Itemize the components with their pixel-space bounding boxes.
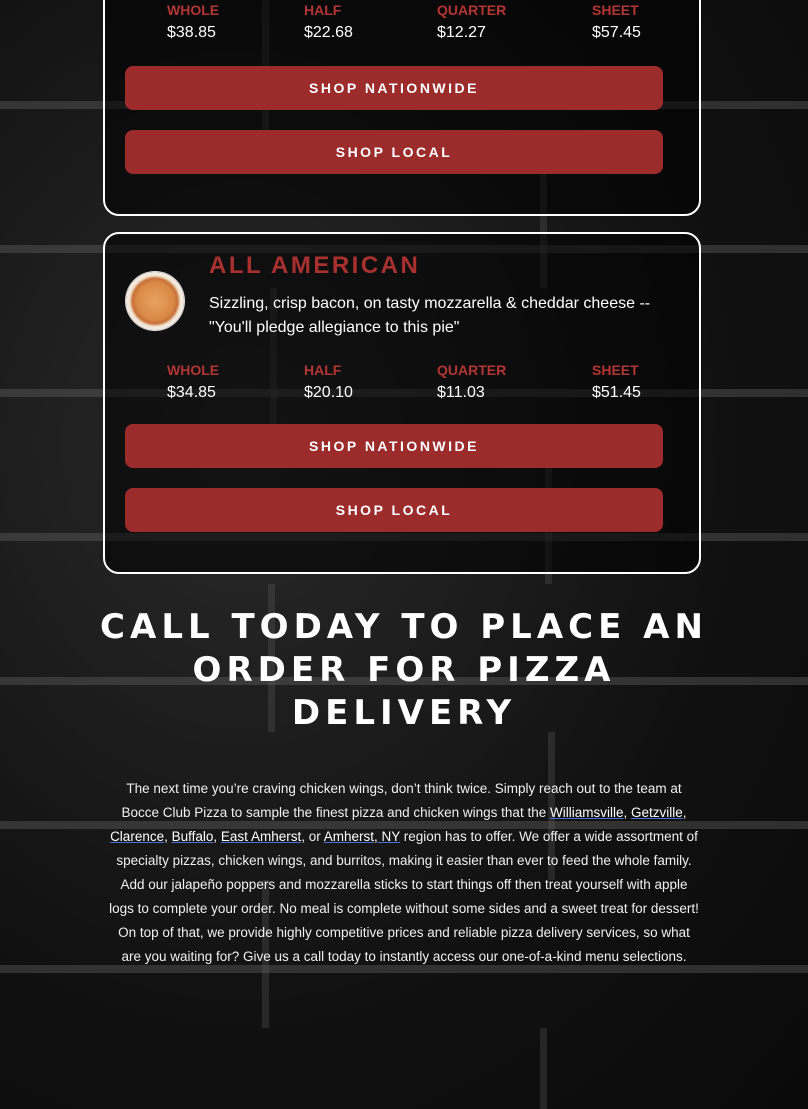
price-value: $22.68: [304, 24, 353, 41]
shop-local-button[interactable]: SHOP LOCAL: [125, 488, 663, 532]
link-buffalo[interactable]: Buffalo: [171, 829, 214, 844]
price-quarter: [437, 362, 506, 402]
cta-heading: [0, 606, 808, 735]
separator: ,: [213, 829, 221, 844]
price-label: SHEET: [592, 362, 639, 378]
price-value: $34.85: [167, 384, 216, 401]
price-label: QUARTER: [437, 362, 507, 378]
price-value: $12.27: [437, 24, 486, 41]
price-sheet: [592, 362, 641, 402]
price-sheet: [592, 2, 641, 42]
shop-nationwide-button[interactable]: SHOP NATIONWIDE: [125, 424, 663, 468]
cta-heading-line: ORDER FOR PIZZA: [192, 650, 616, 690]
price-value: $51.45: [592, 384, 641, 401]
price-label: WHOLE: [167, 362, 220, 378]
price-whole: [167, 2, 219, 42]
link-williamsville[interactable]: Williamsville: [549, 805, 624, 820]
price-half: [304, 362, 353, 402]
price-label: QUARTER: [437, 2, 507, 18]
price-label: HALF: [304, 2, 342, 18]
link-amherst-ny[interactable]: Amherst, NY: [323, 829, 401, 844]
product-card: [103, 0, 701, 216]
price-value: $20.10: [304, 384, 353, 401]
product-card: [103, 232, 701, 574]
separator: ,: [164, 829, 172, 844]
link-east-amherst[interactable]: East Amherst: [220, 829, 302, 844]
cta-body-text: [108, 777, 700, 969]
price-value: $11.03: [437, 384, 485, 401]
body-text: The next time you’re craving chicken wings, don’t think twice. Simply reach out to the team at Bocce Club Pizza to sample the finest pizza and chicken wings that the: [121, 781, 682, 820]
product-title: ALL AMERICAN: [209, 252, 421, 279]
body-text: region has to offer. We offer a wide assortment of specialty pizzas, chicken wings, and burritos, making it easier than ever to feed the whole family. Add our jalapeño poppers and mozzarella sticks to start things off then treat yourself with apple logs to complete your order. No meal is complete without some sides and a sweet treat for dessert! On top of that, we provide highly competitive prices and reliable pizza delivery services, so what are you waiting for? Give us a call today to instantly access our one-of-a-kind menu selections.: [109, 829, 699, 964]
link-getzville[interactable]: Getzville: [630, 805, 683, 820]
separator: ,: [623, 805, 631, 820]
price-half: [304, 2, 353, 42]
product-description: Sizzling, crisp bacon, on tasty mozzarella & cheddar cheese -- "You'll pledge allegiance to this pie": [209, 295, 651, 336]
brick-joint: [540, 1028, 547, 1109]
price-value: $38.85: [167, 24, 216, 41]
link-clarence[interactable]: Clarence: [110, 829, 165, 844]
price-label: HALF: [304, 362, 342, 378]
price-quarter: [437, 2, 506, 42]
price-whole: [167, 362, 219, 402]
cta-heading-line: DELIVERY: [291, 693, 517, 733]
pizza-image: [126, 272, 184, 330]
price-label: SHEET: [592, 2, 639, 18]
shop-nationwide-button[interactable]: SHOP NATIONWIDE: [125, 66, 663, 110]
price-label: WHOLE: [167, 2, 220, 18]
separator: ,: [682, 805, 687, 820]
shop-local-button[interactable]: SHOP LOCAL: [125, 130, 663, 174]
separator: , or: [301, 829, 324, 844]
cta-heading-line: CALL TODAY TO PLACE AN: [100, 607, 708, 647]
price-value: $57.45: [592, 24, 641, 41]
